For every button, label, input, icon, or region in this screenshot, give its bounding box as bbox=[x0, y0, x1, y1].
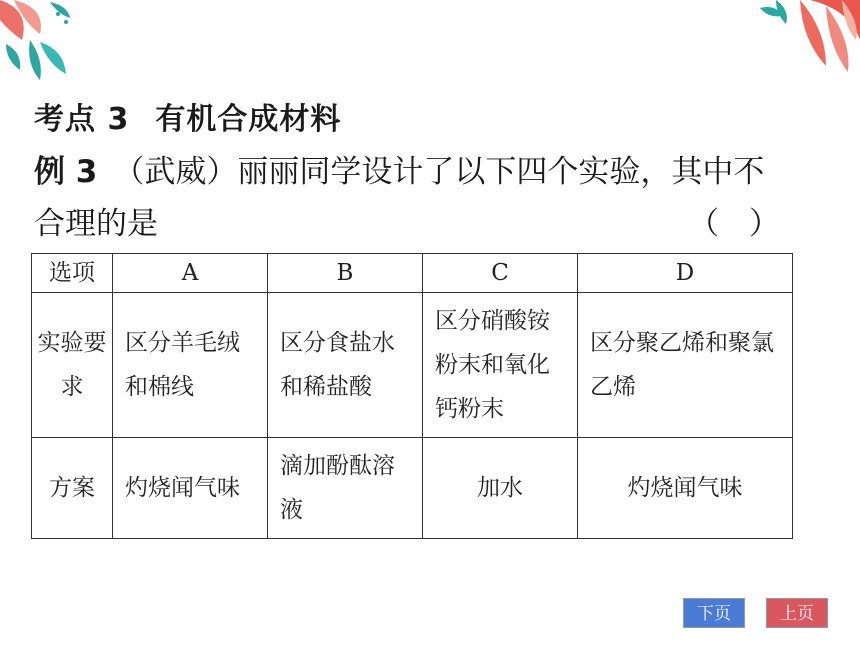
cell-b-plan: 滴加酚酞溶液 bbox=[268, 438, 423, 539]
header-b: B bbox=[268, 254, 423, 293]
header-a: A bbox=[113, 254, 268, 293]
cell-a-plan: 灼烧闻气味 bbox=[113, 438, 268, 539]
cell-d-requirement: 区分聚乙烯和聚氯乙烯 bbox=[578, 293, 793, 438]
cell-a-requirement: 区分羊毛绒和棉线 bbox=[113, 293, 268, 438]
next-page-button[interactable]: 下页 bbox=[683, 598, 745, 628]
row-label-requirement: 实验要求 bbox=[32, 293, 113, 438]
answer-blank: （ ） bbox=[688, 206, 790, 242]
example-number: 例 3 bbox=[34, 154, 98, 190]
table-row bbox=[32, 293, 793, 438]
previous-page-button[interactable]: 上页 bbox=[766, 598, 828, 628]
cell-c-plan: 加水 bbox=[423, 438, 578, 539]
leaf-decoration-top-left bbox=[0, 0, 110, 100]
row-label-plan: 方案 bbox=[32, 438, 113, 539]
header-d: D bbox=[578, 254, 793, 293]
cell-c-requirement: 区分硝酸铵粉末和氧化钙粉末 bbox=[423, 293, 578, 438]
section-heading bbox=[34, 94, 341, 138]
header-c: C bbox=[423, 254, 578, 293]
header-option: 选项 bbox=[32, 254, 113, 293]
table-row bbox=[32, 438, 793, 539]
table-header-row bbox=[32, 254, 793, 293]
section-title: 有机合成材料 bbox=[155, 102, 342, 137]
experiment-table bbox=[31, 253, 793, 539]
question-text-block bbox=[34, 146, 794, 250]
leaf-decoration-top-right bbox=[730, 0, 860, 75]
section-label: 考点 3 bbox=[34, 102, 130, 137]
cell-d-plan: 灼烧闻气味 bbox=[578, 438, 793, 539]
question-text: （武威）丽丽同学设计了以下四个实验，其中不合理的是 bbox=[34, 154, 765, 242]
cell-b-requirement: 区分食盐水和稀盐酸 bbox=[268, 293, 423, 438]
